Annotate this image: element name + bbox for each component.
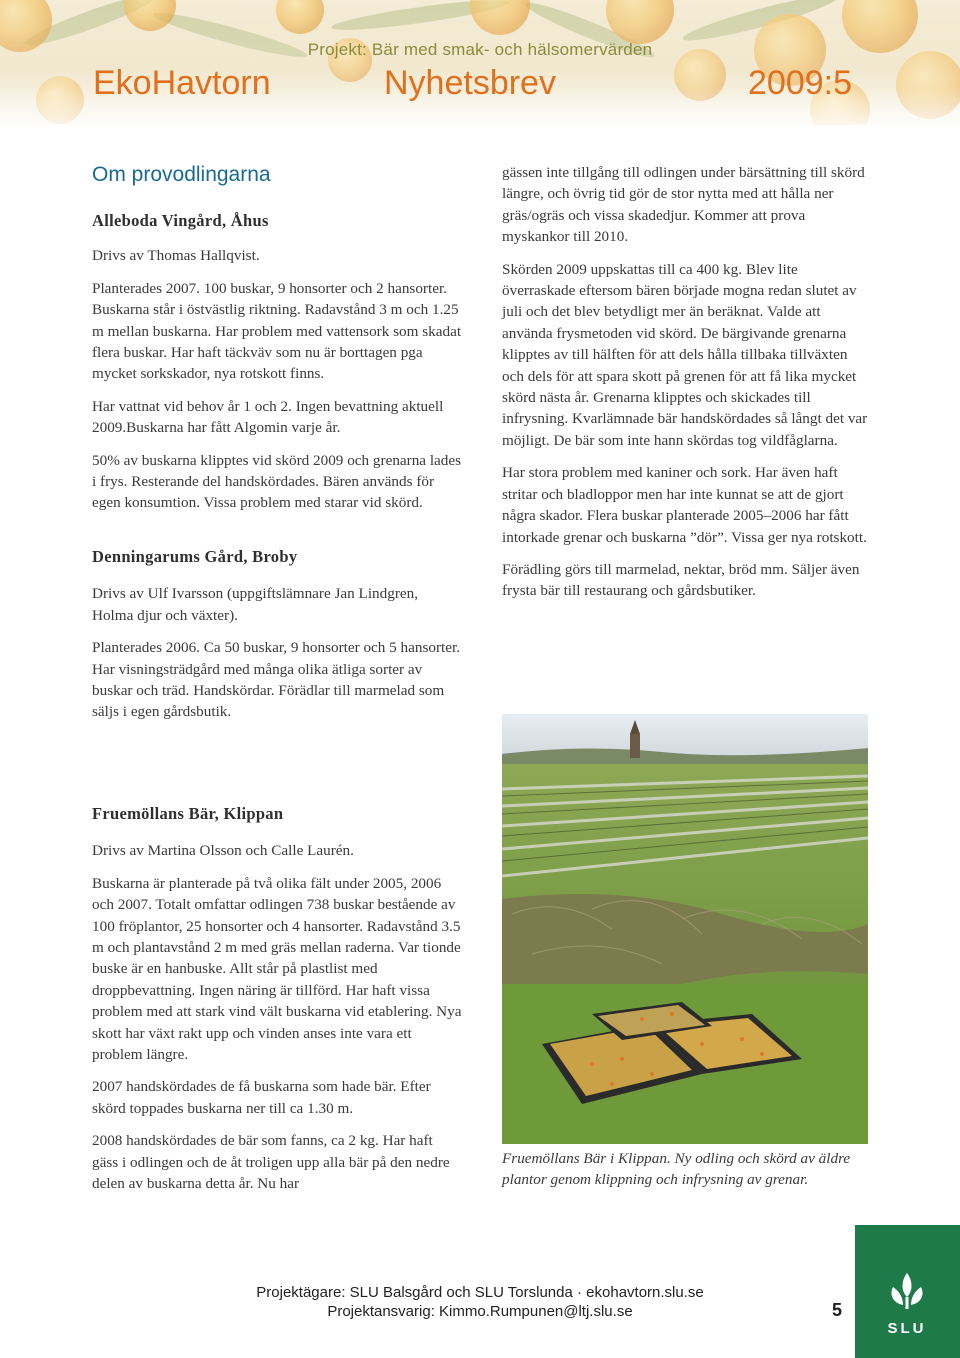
farm-heading-fruemollan: Fruemöllans Bär, Klippan bbox=[92, 804, 284, 823]
header-banner bbox=[0, 0, 960, 125]
footer-owner-line: Projektägare: SLU Balsgård och SLU Torslunda · ekohavtorn.slu.se bbox=[256, 1284, 704, 1301]
paragraph: Drivs av Thomas Hallqvist. bbox=[92, 247, 260, 265]
footer-contact-line: Projektansvarig: Kimmo.Rumpunen@ltj.slu.se bbox=[327, 1303, 633, 1320]
farm-heading-denningarum: Denningarums Gård, Broby bbox=[92, 546, 298, 566]
farm-photo bbox=[502, 714, 868, 1144]
left-column bbox=[92, 160, 462, 734]
issue-number: 2009:5 bbox=[748, 64, 852, 102]
paragraph: Planterades 2007. 100 buskar, 9 honsorter och 2 hansorter. Buskarna står i östvästlig riktning. Radavstånd 3 m och 1.25 m mellan buskarna. Har problem med vattensork som skadat flera buskar. Har haft täckväv som nu är borttagen pga mycket sorkskador, nya rotskott finns. bbox=[92, 279, 462, 383]
bottom-left-column bbox=[92, 803, 462, 1206]
paragraph: gässen inte tillgång till odlingen under bärsättning till skörd längre, och övrig tid gör de stor nytta med att hålla ner gräs/ogräs och vissa skadedjur. Kommer att prova myskankor till 2010. bbox=[502, 164, 865, 246]
paragraph: 2007 handskördades de få buskarna som hade bär. Efter skörd toppades buskarna ner till ca 1.30 m. bbox=[92, 1078, 431, 1117]
paragraph: Buskarna är planterade på två olika fält under 2005, 2006 och 2007. Totalt omfattar odlingen 738 buskar bestående av 100 fröplantor, 25 honsorter och 4 hansorter. Radavstånd 3.5 m och plantavstånd 2 m med gräs mellan raderna. Var tionde buske är en hanbuske. Allt står på plastlist med droppbevattning. Ingen näring är tillförd. Har haft vissa problem med att stark vind vält buskarna vid etablering. Nya skott har växt rakt upp och vinden anses inte vara ett problem längre. bbox=[92, 874, 462, 1064]
paragraph: Drivs av Martina Olsson och Calle Laurén. bbox=[92, 842, 354, 860]
sea-buckthorn-berries-image bbox=[0, 0, 960, 125]
paragraph: Har vattnat vid behov år 1 och 2. Ingen bevattning aktuell 2009.Buskarna har fått Algomin varje år. bbox=[92, 397, 444, 437]
newsletter-name: EkoHavtorn bbox=[93, 64, 271, 102]
paragraph: Skörden 2009 uppskattas till ca 400 kg. Blev lite överraskade eftersom bären började mogna redan slutet av juli och det blev betydligt mer än beräknat. Valde att använda frysmetoden vid skörd. De bärgivande grenarna klipptes av till hälften för att dels hålla tillbaka tillväxten och dels för att spara skott på grenen för att få lika mycket skörd nästa år. Grenarna klipptes och skickades till infrysning. Kvarlämnade bär handskördades så långt det var möjligt. De bär som inte hann skördas tog vildfåglarna. bbox=[502, 260, 868, 449]
paragraph: 50% av buskarna klipptes vid skörd 2009 och grenarna lades i frys. Resterande del handskördades. Bären används för egen konsumtion. Vissa problem med starar vid skörd. bbox=[92, 451, 462, 512]
farm-heading-alleboda: Alleboda Vingård, Åhus bbox=[92, 211, 269, 230]
section-title: Om provodlingarna bbox=[92, 163, 271, 186]
field-and-harvest-crates-image bbox=[502, 714, 868, 1144]
slu-logo-icon bbox=[855, 1225, 960, 1358]
paragraph: Förädling görs till marmelad, nektar, bröd mm. Säljer även frysta bär till restaurang och gårdsbutiker. bbox=[502, 560, 860, 600]
page-number: 5 bbox=[832, 1300, 843, 1320]
project-subtitle: Projekt: Bär med smak- och hälsomervärden bbox=[307, 40, 653, 59]
paragraph: Har stora problem med kaniner och sork. Har även haft stritar och bladloppor men har inte kunnat se att de gjort några skador. Flera buskar planterade 2005–2006 har fått intorkade grenar och buskarna ”dör”. Vissa ger nya rotskott. bbox=[502, 464, 867, 546]
paragraph: 2008 handskördades de bär som fanns, ca 2 kg. Har haft gäss i odlingen och de åt troligen upp alla bär på den nedre delen av buskarna detta år. Nu har bbox=[92, 1132, 450, 1193]
slu-logo-text: SLU bbox=[887, 1320, 927, 1337]
paragraph: Drivs av Ulf Ivarsson (uppgiftslämnare Jan Lindgren, Holma djur och växter). bbox=[92, 585, 419, 624]
right-column bbox=[502, 162, 872, 613]
photo-caption: Fruemöllans Bär i Klippan. Ny odling och skörd av äldre plantor genom klippning och infrysning av grenar. bbox=[502, 1150, 851, 1188]
newsletter-label: Nyhetsbrev bbox=[384, 64, 556, 102]
paragraph: Planterades 2006. Ca 50 buskar, 9 honsorter och 5 hansorter. Har visningsträdgård med många olika ätliga sorter av buskar och träd. Handskördar. Förädlar till marmelad som säljs i egen gårdsbutik. bbox=[92, 639, 461, 721]
